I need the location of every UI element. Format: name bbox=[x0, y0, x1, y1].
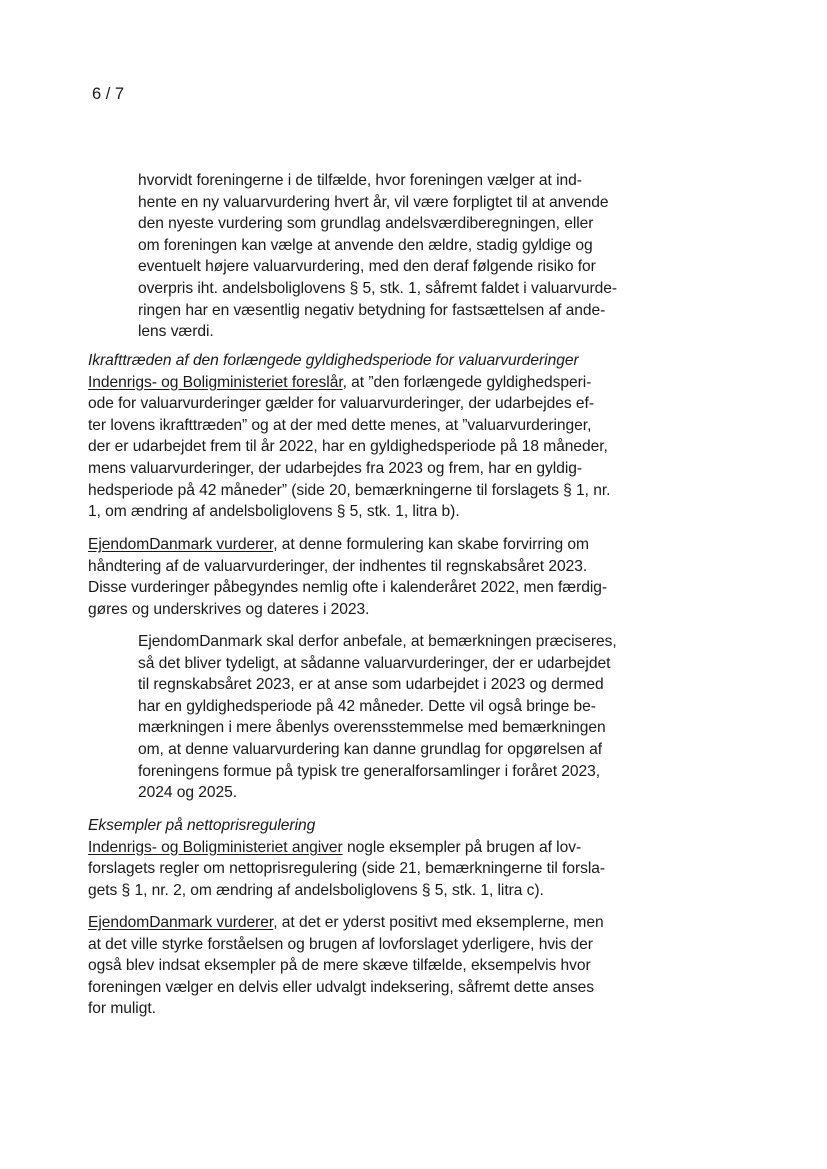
text-line: EjendomDanmark skal derfor anbefale, at bemærkningen præciseres, bbox=[138, 633, 617, 650]
text-line: forslagets regler om nettoprisregulering (side 21, bemærkningerne til forsla- bbox=[88, 860, 606, 878]
text-line: ter lovens ikrafttræden” og at der med dette menes, at ”valuarvurderinger, bbox=[88, 416, 592, 434]
text-line: hente en ny valuarvurdering hvert år, vil være forpligtet til at anvende bbox=[138, 193, 609, 211]
text-line: også blev indsat eksempler på de mere skæve tilfælde, eksempelvis hvor bbox=[88, 957, 591, 975]
text-line: den nyeste vurdering som grundlag andelsværdiberegningen, eller bbox=[138, 215, 594, 233]
lead-line bbox=[88, 534, 678, 556]
text-line: Disse vurderinger påbegyndes nemlig ofte i kalenderåret 2022, men færdig- bbox=[88, 579, 608, 597]
text-line: lens værdi. bbox=[138, 323, 214, 341]
text-line: så det bliver tydeligt, at sådanne valuarvurderinger, der er udarbejdet bbox=[138, 654, 611, 672]
lead-line bbox=[88, 912, 678, 934]
section-vurdering-2 bbox=[88, 912, 678, 1020]
text-line: 2024 og 2025. bbox=[138, 784, 238, 802]
section-heading: Ikrafttræden af den forlængede gyldighedsperiode for valuarvurderinger bbox=[88, 352, 579, 369]
text-line: om, at denne valuarvurdering kan danne grundlag for opgørelsen af bbox=[138, 740, 602, 758]
section-heading: Eksempler på nettoprisregulering bbox=[88, 817, 316, 834]
text-line: foreningen vælger en delvis eller udvalgt indeksering, såfremt dette anses bbox=[88, 978, 594, 996]
text-line: har en gyldighedsperiode på 42 måneder. Dette vil også bringe be- bbox=[138, 697, 596, 715]
indented-paragraph-2 bbox=[138, 631, 678, 804]
lead-line bbox=[88, 372, 678, 394]
text-line: der er udarbejdet frem til år 2022, har en gyldighedsperiode på 18 måneder, bbox=[88, 438, 608, 456]
text-line: hvorvidt foreningerne i de tilfælde, hvor foreningen vælger at ind- bbox=[138, 172, 582, 189]
underlined-lead: Indenrigs- og Boligministeriet angiver bbox=[88, 838, 343, 856]
lead-line bbox=[88, 837, 678, 859]
text-line: eventuelt højere valuarvurdering, med den deraf følgende risiko for bbox=[138, 258, 596, 276]
text-line: 1, om ændring af andelsboliglovens § 5, stk. 1, litra b). bbox=[88, 503, 460, 521]
text-line: gets § 1, nr. 2, om ændring af andelsboliglovens § 5, stk. 1, litra c). bbox=[88, 881, 544, 899]
lead-rest: , at det er yderst positivt med eksemplerne, men bbox=[273, 914, 604, 931]
underlined-lead: EjendomDanmark vurderer bbox=[88, 914, 274, 931]
text-line: ode for valuarvurderinger gælder for valuarvurderinger, der udarbejdes ef- bbox=[88, 395, 594, 413]
section-ikrafttraeden bbox=[88, 350, 678, 523]
text-line: mærkningen i mere åbenlys overensstemmelse med bemærkningen bbox=[138, 719, 606, 737]
text-line: foreningens formue på typisk tre generalforsamlinger i foråret 2023, bbox=[138, 762, 601, 780]
indented-paragraph-1 bbox=[138, 170, 678, 343]
text-line: at det ville styrke forståelsen og brugen af lovforslaget yderligere, hvis der bbox=[88, 935, 593, 953]
text-line: mens valuarvurderinger, der udarbejdes fra 2023 og frem, har en gyldig- bbox=[88, 459, 582, 477]
underlined-lead: Indenrigs- og Boligministeriet foreslår bbox=[88, 373, 343, 391]
lead-rest: , at denne formulering kan skabe forvirring om bbox=[273, 536, 589, 553]
lead-rest: nogle eksempler på brugen af lov- bbox=[342, 838, 582, 856]
page-number: 6 / 7 bbox=[92, 85, 125, 103]
text-line: til regnskabsåret 2023, er at anse som udarbejdet i 2023 og dermed bbox=[138, 676, 604, 694]
section-nettoprisregulering bbox=[88, 815, 678, 901]
underlined-lead: EjendomDanmark vurderer bbox=[88, 536, 274, 553]
text-line: for muligt. bbox=[88, 1000, 156, 1018]
text-line: om foreningen kan vælge at anvende den ældre, stadig gyldige og bbox=[138, 236, 593, 254]
section-vurdering-1 bbox=[88, 534, 678, 620]
text-line: ringen har en væsentlig negativ betydning for fastsættelsen af ande- bbox=[138, 301, 606, 319]
text-line: hedsperiode på 42 måneder” (side 20, bemærkningerne til forslagets § 1, nr. bbox=[88, 481, 611, 499]
text-line: gøres og underskrives og dateres i 2023. bbox=[88, 600, 370, 618]
text-line: overpris iht. andelsboliglovens § 5, stk. 1, såfremt faldet i valuarvurde- bbox=[138, 279, 618, 297]
text-line: håndtering af de valuarvurderinger, der indhentes til regnskabsåret 2023. bbox=[88, 557, 588, 575]
lead-rest: , at ”den forlængede gyldighedsperi- bbox=[342, 373, 592, 391]
